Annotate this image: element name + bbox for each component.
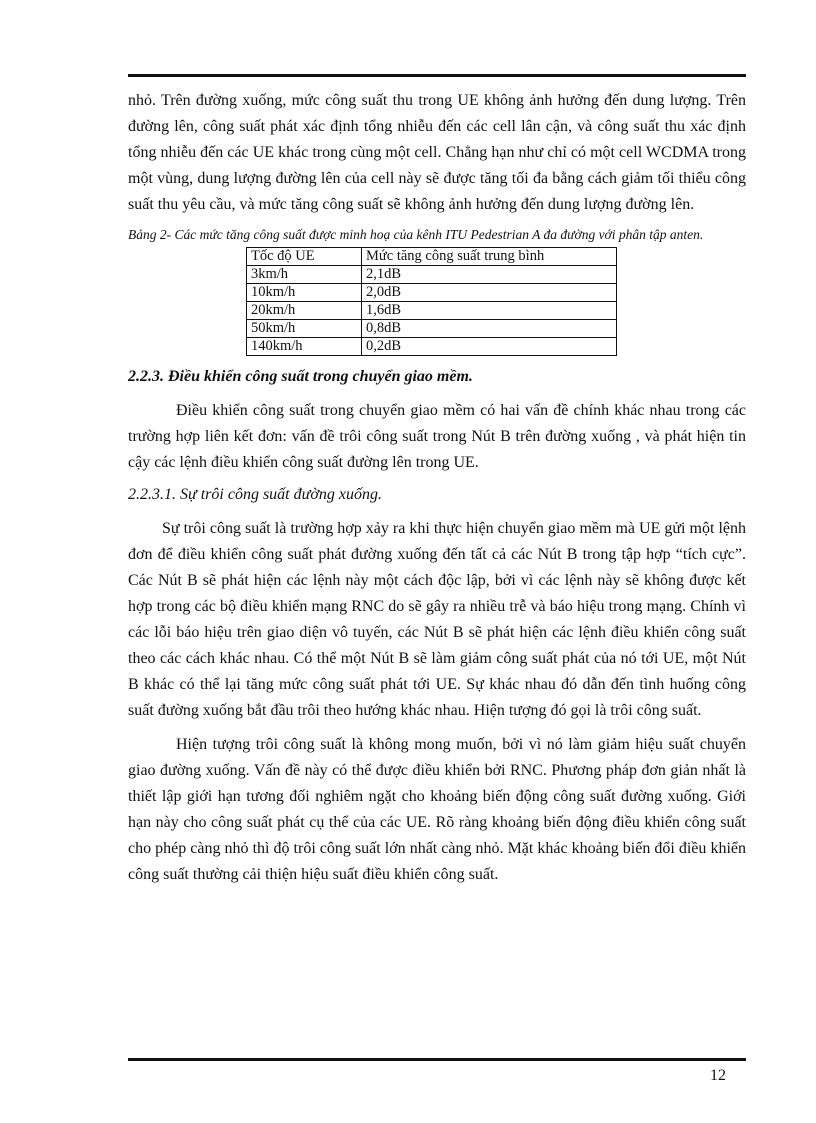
table-row	[247, 266, 617, 284]
table-cell: 1,6dB	[362, 302, 617, 320]
subsection-heading: 2.2.3.1. Sự trôi công suất đường xuống.	[128, 486, 382, 503]
paragraph-capacity: nhỏ. Trên đường xuống, mức công suất thu trong UE không ảnh hưởng đến dung lượng. Trên đường lên, công suất phát xác định tổng nhiễu đến các cell lân cận, và công suất thu xác định tổng nhiễu đến các UE khác trong cùng một cell. Chẳng hạn như chỉ có một cell WCDMA trong một vùng, dung lượng đường lên của cell này sẽ được tăng tối đa bằng cách giảm tối thiểu công suất thu yêu cầu, và mức tăng công suất sẽ không ảnh hưởng đến dung lượng đường lên.	[128, 92, 746, 213]
table-cell: 20km/h	[247, 302, 362, 320]
paragraph-soft-handover: Điều khiển công suất trong chuyển giao mềm có hai vấn đề chính khác nhau trong các trường hợp liên kết đơn: vấn đề trôi công suất trong Nút B trên đường xuống , và phát hiện tin cậy các lệnh điều khiển công suất đường lên trong UE.	[128, 402, 746, 471]
table-row	[247, 284, 617, 302]
table-cell: 140km/h	[247, 338, 362, 356]
table-row	[247, 302, 617, 320]
table-header-cell: Mức tăng công suất trung bình	[362, 248, 617, 266]
paragraph-drift-control: Hiện tượng trôi công suất là không mong muốn, bởi vì nó làm giảm hiệu suất chuyển giao đường xuống. Vấn đề này có thể được điều khiển bởi RNC. Phương pháp đơn giản nhất là thiết lập giới hạn tương đối nghiêm ngặt cho khoảng biến động công suất đường xuống. Giới hạn này cho công suất phát cụ thể của các UE. Rõ ràng khoảng biến động điều khiển công suất cho phép càng nhỏ thì độ trôi công suất lớn nhất càng nhỏ. Mặt khác khoảng biến đổi điều khiển công suất thường cải thiện hiệu suất điều khiển công suất.	[128, 736, 746, 883]
section-heading: 2.2.3. Điều khiển công suất trong chuyển giao mềm.	[128, 368, 473, 385]
table-cell: 0,2dB	[362, 338, 617, 356]
page-number: 12	[710, 1067, 726, 1084]
table-cell: 0,8dB	[362, 320, 617, 338]
table-cell: 3km/h	[247, 266, 362, 284]
table-cell: 10km/h	[247, 284, 362, 302]
paragraph-power-drift: Sự trôi công suất là trường hợp xảy ra khi thực hiện chuyển giao mềm mà UE gửi một lệnh đơn để điều khiển công suất phát đường xuống đến tất cả các Nút B trong tập hợp “tích cực”. Các Nút B sẽ phát hiện các lệnh này một cách độc lập, bởi vì các lệnh này sẽ không được kết hợp trong các bộ điều khiển mạng RNC do sẽ gây ra nhiều trễ và báo hiệu trong mạng. Chính vì các lỗi báo hiệu trên giao diện vô tuyến, các Nút B sẽ phát hiện các lệnh điều khiển công suất theo các cách khác nhau. Có thể một Nút B sẽ làm giảm công suất phát của nó tới UE, một Nút B khác có thể lại tăng mức công suất phát tới UE. Sự khác nhau đó dẫn đến tình huống công suất đường xuống bắt đầu trôi theo hướng khác nhau. Hiện tượng đó gọi là trôi công suất.	[128, 520, 746, 719]
table-cell: 2,1dB	[362, 266, 617, 284]
table-row	[247, 338, 617, 356]
footer-rule	[128, 1058, 746, 1061]
table-caption: Bảng 2- Các mức tăng công suất được minh hoạ của kênh ITU Pedestrian A đa đường với phân tập anten.	[128, 227, 704, 242]
header-rule	[128, 74, 746, 77]
table-cell: 2,0dB	[362, 284, 617, 302]
table-row	[247, 320, 617, 338]
power-gain-table	[246, 247, 617, 356]
page-body	[128, 88, 746, 888]
table-header-row	[247, 248, 617, 266]
table-cell: 50km/h	[247, 320, 362, 338]
table-header-cell: Tốc độ UE	[247, 248, 362, 266]
